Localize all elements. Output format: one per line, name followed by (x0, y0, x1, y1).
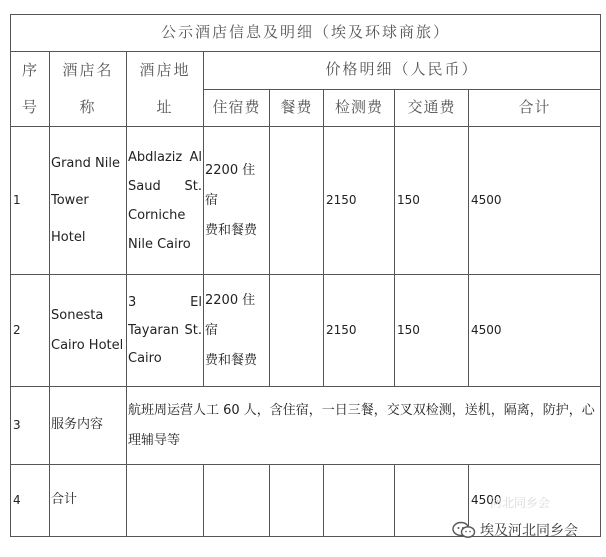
transport-fee-cell: 150 (395, 275, 469, 387)
header-total: 合计 (469, 89, 601, 127)
header-price-detail: 价格明细（人民币） (204, 52, 601, 90)
source-watermark (452, 518, 578, 542)
hotel-name-line: Cairo Hotel (51, 337, 124, 353)
header-lodging: 住宿费 (204, 89, 270, 127)
lodging-line: 2200 住宿 (205, 292, 256, 338)
table-row (11, 275, 601, 387)
hotel-address-cell (127, 275, 204, 387)
address-line: Abdlaziz Al (128, 149, 202, 165)
lodging-line: 2200 住宿 (205, 162, 256, 208)
total-cell: 4500 (469, 275, 601, 387)
address-line: Tayaran St. (128, 322, 202, 338)
hotel-name-cell (50, 275, 127, 387)
service-content-cell: 航班周运营人工 60 人，含住宿，一日三餐，交叉双检测，送机，隔离，防护，心理辅导等 (127, 387, 601, 465)
hotel-info-table (10, 14, 601, 537)
empty-cell (204, 465, 270, 537)
header-hotel-address-label: 酒店地址 (139, 61, 191, 116)
empty-cell (324, 465, 395, 537)
lodging-cell (204, 275, 270, 387)
lodging-line: 费和餐费 (205, 222, 258, 238)
address-line: Cairo (128, 350, 162, 366)
header-transport: 交通费 (395, 89, 469, 127)
header-hotel-name-label: 酒店名称 (62, 61, 114, 116)
meal-cell (270, 127, 324, 275)
lodging-line: 费和餐费 (205, 352, 258, 368)
header-meal: 餐费 (270, 89, 324, 127)
row-seq: 2 (11, 275, 50, 387)
table-row (11, 387, 601, 465)
transport-fee-cell: 150 (395, 127, 469, 275)
row-seq: 3 (11, 387, 50, 465)
header-hotel-address (127, 52, 204, 127)
total-label-cell: 合计 (50, 465, 127, 537)
total-cell: 4500 (469, 127, 601, 275)
header-seq-label: 序号 (22, 61, 40, 116)
grand-total-cell: 4500 (469, 465, 601, 537)
hotel-name-cell (50, 127, 127, 275)
service-label-cell: 服务内容 (50, 387, 127, 465)
hotel-name-line: Hotel (51, 230, 86, 245)
empty-cell (127, 465, 204, 537)
row-seq: 1 (11, 127, 50, 275)
header-seq (11, 52, 50, 127)
hotel-name-line: Tower (51, 193, 89, 208)
lodging-cell (204, 127, 270, 275)
header-hotel-name (50, 52, 127, 127)
faint-watermark: 河北同乡会 (490, 496, 551, 510)
address-line: Nile Cairo (128, 236, 191, 252)
test-fee-cell: 2150 (324, 275, 395, 387)
table-title: 公示酒店信息及明细（埃及环球商旅） (11, 15, 601, 52)
address-line: Saud St. (128, 178, 202, 194)
test-fee-cell: 2150 (324, 127, 395, 275)
hotel-name-line: Grand Nile (51, 156, 120, 171)
empty-cell (270, 465, 324, 537)
meal-cell (270, 275, 324, 387)
address-line: 3 El (128, 294, 202, 310)
watermark-text: 埃及河北同乡会 (480, 523, 578, 539)
header-test: 检测费 (324, 89, 395, 127)
hotel-name-line: Sonesta (51, 307, 104, 323)
wechat-official-account-icon (452, 521, 476, 539)
table-row (11, 127, 601, 275)
address-line: Corniche (128, 207, 186, 223)
row-seq: 4 (11, 465, 50, 537)
hotel-address-cell (127, 127, 204, 275)
